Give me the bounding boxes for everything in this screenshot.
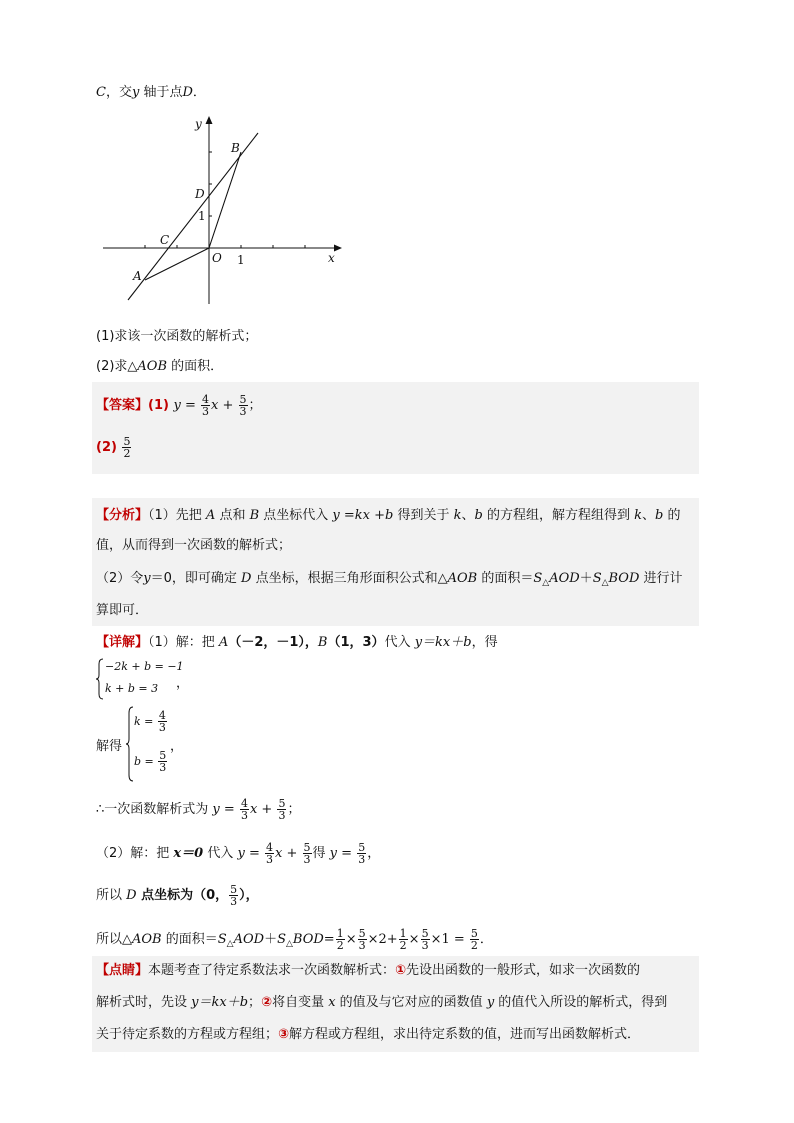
point-b-label: B: [231, 141, 240, 155]
x-axis-arrow: [334, 245, 342, 252]
intro-end: ．: [192, 85, 206, 100]
area-line: 所以△AOB 的面积$=S_\triangle AOD+S_\triangle BOD=$ $\frac{1}{2}$ × $\frac{5}{3}$ ×2+ $\frac{1}{2}$ × $\frac{5}{3}$ ×1 = $\frac{5}{2}$ ．: [96, 927, 493, 952]
question-1-text: (1)求该一次函数的解析式；: [96, 329, 258, 344]
left-brace-2: [126, 706, 134, 782]
analysis-line-2: 值，从而得到一次函数的解析式；: [96, 538, 292, 553]
coordinate-figure: [96, 110, 346, 310]
answer-tag: 【答案】: [96, 398, 149, 413]
question-2: [96, 358, 223, 376]
intro-line: [96, 84, 206, 102]
answer-1-pre: (1): [148, 398, 174, 413]
answer-1-plus: +: [218, 398, 238, 413]
result-line: ∴一次函数解析式为 y = $\frac{4}{3}$ x + $\frac{5}{3}$ ；: [96, 797, 301, 822]
detail-tag: 【详解】: [96, 635, 149, 650]
answer-line-2: [96, 436, 132, 459]
question-2-post: 的面积．: [167, 359, 224, 374]
point-c-label-fig: C: [160, 233, 170, 247]
comment-line-2: 解析式时，先设 y＝kx＋b；②将自变量 x 的值及与它对应的函数值 y 的值代入所设的解析式，得到: [96, 995, 668, 1010]
d-point-line: 所以 D 点坐标为（0， $\frac{5}{3}$ ），: [96, 883, 259, 908]
question-2-pre: (2)求: [96, 359, 128, 374]
equation-system-1: [96, 658, 216, 700]
analysis-line-4: 算即可．: [96, 603, 149, 618]
answer-1-frac-2: $\frac{5}{3}$: [239, 393, 247, 418]
analysis-tag: 【分析】: [96, 508, 149, 523]
answer-1-end: ；: [248, 398, 262, 413]
segment-oa: [145, 248, 209, 280]
intro-text-2: 轴于点: [139, 85, 183, 100]
point-d-label-fig: D: [195, 187, 205, 201]
point-a-label: A: [133, 269, 142, 283]
solve-block: [96, 706, 246, 782]
question-1: [96, 328, 257, 346]
left-brace: [96, 658, 104, 700]
analysis-line-3: （2）令y＝0，即可确定 D 点坐标，根据三角形面积公式和△AOB 的面积$=S_\triangle AOD+S_\triangle BOD$ 进行计: [96, 571, 683, 588]
comment-line-1: 【点睛】本题考查了待定系数法求一次函数解析式：①先设出函数的一般形式，如求一次函数的: [96, 963, 641, 978]
y-axis-arrow: [206, 116, 213, 124]
intro-text: ，交: [105, 85, 132, 100]
system-1-row-2: k + b = 3: [105, 682, 159, 695]
answer-line-1: [96, 394, 262, 417]
answer-2-pre: (2): [96, 440, 122, 455]
solve-end: ，: [170, 739, 184, 754]
point-d-label: D: [182, 85, 193, 100]
answer-2-frac: $\frac{5}{2}$: [123, 435, 131, 460]
analysis-line-1: 【分析】（1）先把 A 点和 B 点坐标代入 y =kx +b 得到关于 k、b 的方程组，解方程组得到 k、b 的: [96, 508, 681, 523]
answer-1-eq: =: [180, 398, 201, 413]
detail-line-1: 【详解】（1）解：把 A（－2，－1），B（1，3）代入 y＝kx＋b，得: [96, 635, 498, 650]
x-axis-label: x: [328, 251, 335, 265]
solution-b: b = $\frac{5}{3}$: [134, 749, 167, 774]
answer-1-frac-1: $\frac{4}{3}$: [202, 393, 210, 418]
y-one-label: 1: [198, 209, 206, 223]
segment-ob: [209, 152, 241, 248]
answer-1-x: x: [211, 398, 219, 413]
point-c-label: C: [96, 85, 106, 100]
comment-tag: 【点睛】: [96, 963, 149, 978]
comment-line-3: 关于待定系数的方程或方程组；③解方程或方程组，求出待定系数的值，进而写出函数解析式．: [96, 1027, 641, 1042]
solution-k: k = $\frac{4}{3}$: [134, 709, 166, 734]
system-1-end: ，: [176, 676, 190, 691]
part-2-line: （2）解：把 x＝0 代入 y = $\frac{4}{3}$ x + $\frac{5}{3}$ 得 y = $\frac{5}{3}$ ，: [96, 841, 381, 866]
system-1-row-1: −2k + b = −1: [105, 660, 184, 673]
x-one-label: 1: [237, 253, 245, 267]
y-axis-label: y: [195, 117, 202, 131]
solve-label: 解得: [96, 739, 123, 754]
answer-1-y: y: [173, 398, 181, 413]
origin-label: O: [212, 251, 222, 265]
triangle-aob: △AOB: [127, 359, 168, 374]
var-y: y: [131, 85, 140, 100]
